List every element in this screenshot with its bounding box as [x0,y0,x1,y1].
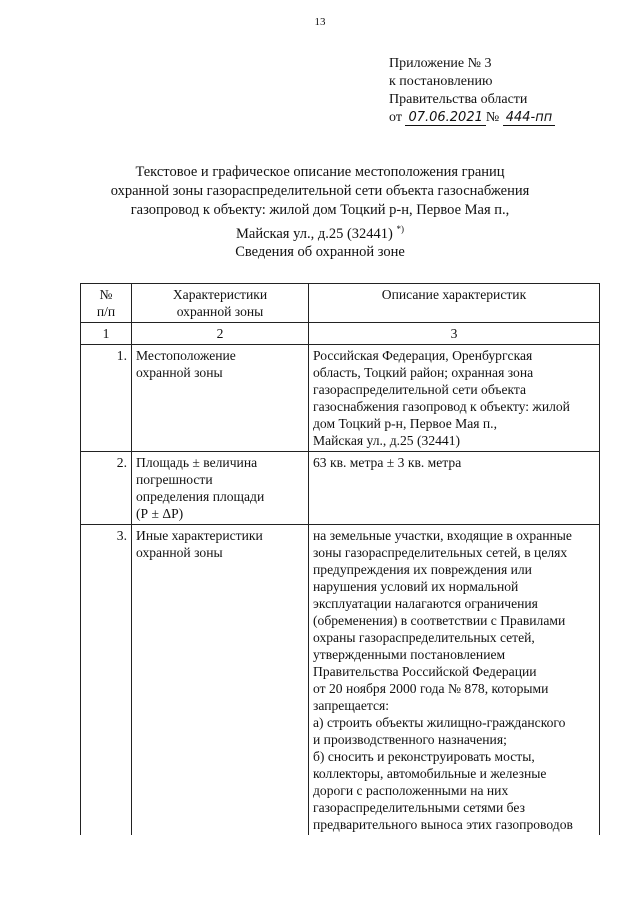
description-line: охраны газораспределительных сетей, [313,630,535,645]
header-num [81,284,132,323]
description-line: предупреждения их повреждения или [313,562,532,577]
characteristic-line: охранной зоны [136,365,223,380]
description-line: коллекторы, автомобильные и железные [313,766,547,781]
row-description [309,345,600,452]
row-description [309,525,600,836]
description-line: газоснабжения газопровод к объекту: жилой [313,399,570,414]
description-line: нарушения условий их нормальной [313,579,519,594]
characteristic-line: определения площади [136,489,265,504]
header-characteristics [132,284,309,323]
appendix-line-2: к постановлению [389,74,493,89]
document-title [70,163,570,244]
appendix-line-1: Приложение № 3 [389,56,492,71]
handwritten-number: 444-пп [503,110,556,126]
header-char-line: Характеристики [172,287,268,302]
date-prefix: от [389,110,402,125]
row-number: 1. [81,345,132,452]
number-prefix: № [485,110,500,125]
row-characteristic [132,525,309,836]
characteristic-line: охранной зоны [136,545,223,560]
col-index: 2 [132,323,309,345]
title-line-3: газопровод к объекту: жилой дом Тоцкий р-н, Первое Мая п., [130,202,510,218]
appendix-date-line [389,109,555,127]
description-line: газораспределительными сетями без [313,800,525,815]
table-body [81,345,600,836]
description-line: область, Тоцкий район; охранная зона [313,365,534,380]
description-line: дом Тоцкий р-н, Первое Мая п., [313,416,497,431]
title-line-4 [70,220,570,244]
appendix-line-3: Правительства области [389,92,528,107]
description-line: предварительного выноса этих газопроводов [313,817,573,832]
header-num-line: № [99,287,113,302]
header-char-line: охранной зоны [176,304,264,319]
title-line-1: Текстовое и графическое описание местоположения границ [135,164,505,180]
handwritten-date: 07.06.2021 [405,110,485,126]
appendix-block [389,55,555,127]
description-line: газораспределительной сети объекта [313,382,527,397]
col-index: 3 [309,323,600,345]
header-num-line: п/п [96,304,116,319]
table-row [81,345,600,452]
table-row [81,452,600,525]
row-description [309,452,600,525]
description-line: зоны газораспределительных сетей, в целях [313,545,568,560]
characteristic-line: Площадь ± величина [136,455,258,470]
characteristic-line: (Р ± ΔР) [136,506,184,521]
header-description: Описание характеристик [309,284,600,323]
description-line: утвержденными постановлением [313,647,506,662]
row-characteristic [132,345,309,452]
description-line: Майская ул., д.25 (32441) [313,433,461,448]
zone-info-table [80,283,600,835]
title-line-4-text: Майская ул., д.25 (32441) [236,225,393,242]
page-number: 13 [314,16,326,28]
characteristic-line: Местоположение [136,348,236,363]
description-line: 63 кв. метра ± 3 кв. метра [313,455,462,470]
description-line: эксплуатации налагаются ограничения [313,596,538,611]
description-line: Правительства Российской Федерации [313,664,537,679]
title-footnote-mark: *) [396,224,404,234]
characteristic-line: Иные характеристики [136,528,263,543]
col-index: 1 [81,323,132,345]
description-line: и производственного назначения; [313,732,507,747]
row-characteristic [132,452,309,525]
title-line-2: охранной зоны газораспределительной сети объекта газоснабжения [110,183,530,199]
table-header-row [81,284,600,323]
section-subtitle: Сведения об охранной зоне [235,244,405,260]
description-line: а) строить объекты жилищно-гражданского [313,715,566,730]
row-number: 2. [81,452,132,525]
column-index-row [81,323,600,345]
description-line: (обременения) в соответствии с Правилами [313,613,566,628]
description-line: Российская Федерация, Оренбургская [313,348,533,363]
description-line: б) сносить и реконструировать мосты, [313,749,535,764]
characteristic-line: погрешности [136,472,213,487]
description-line: на земельные участки, входящие в охранные [313,528,572,543]
row-number: 3. [81,525,132,836]
description-line: от 20 ноября 2000 года № 878, которыми [313,681,549,696]
table-row [81,525,600,836]
description-line: запрещается: [313,698,390,713]
description-line: дороги с расположенными на них [313,783,509,798]
